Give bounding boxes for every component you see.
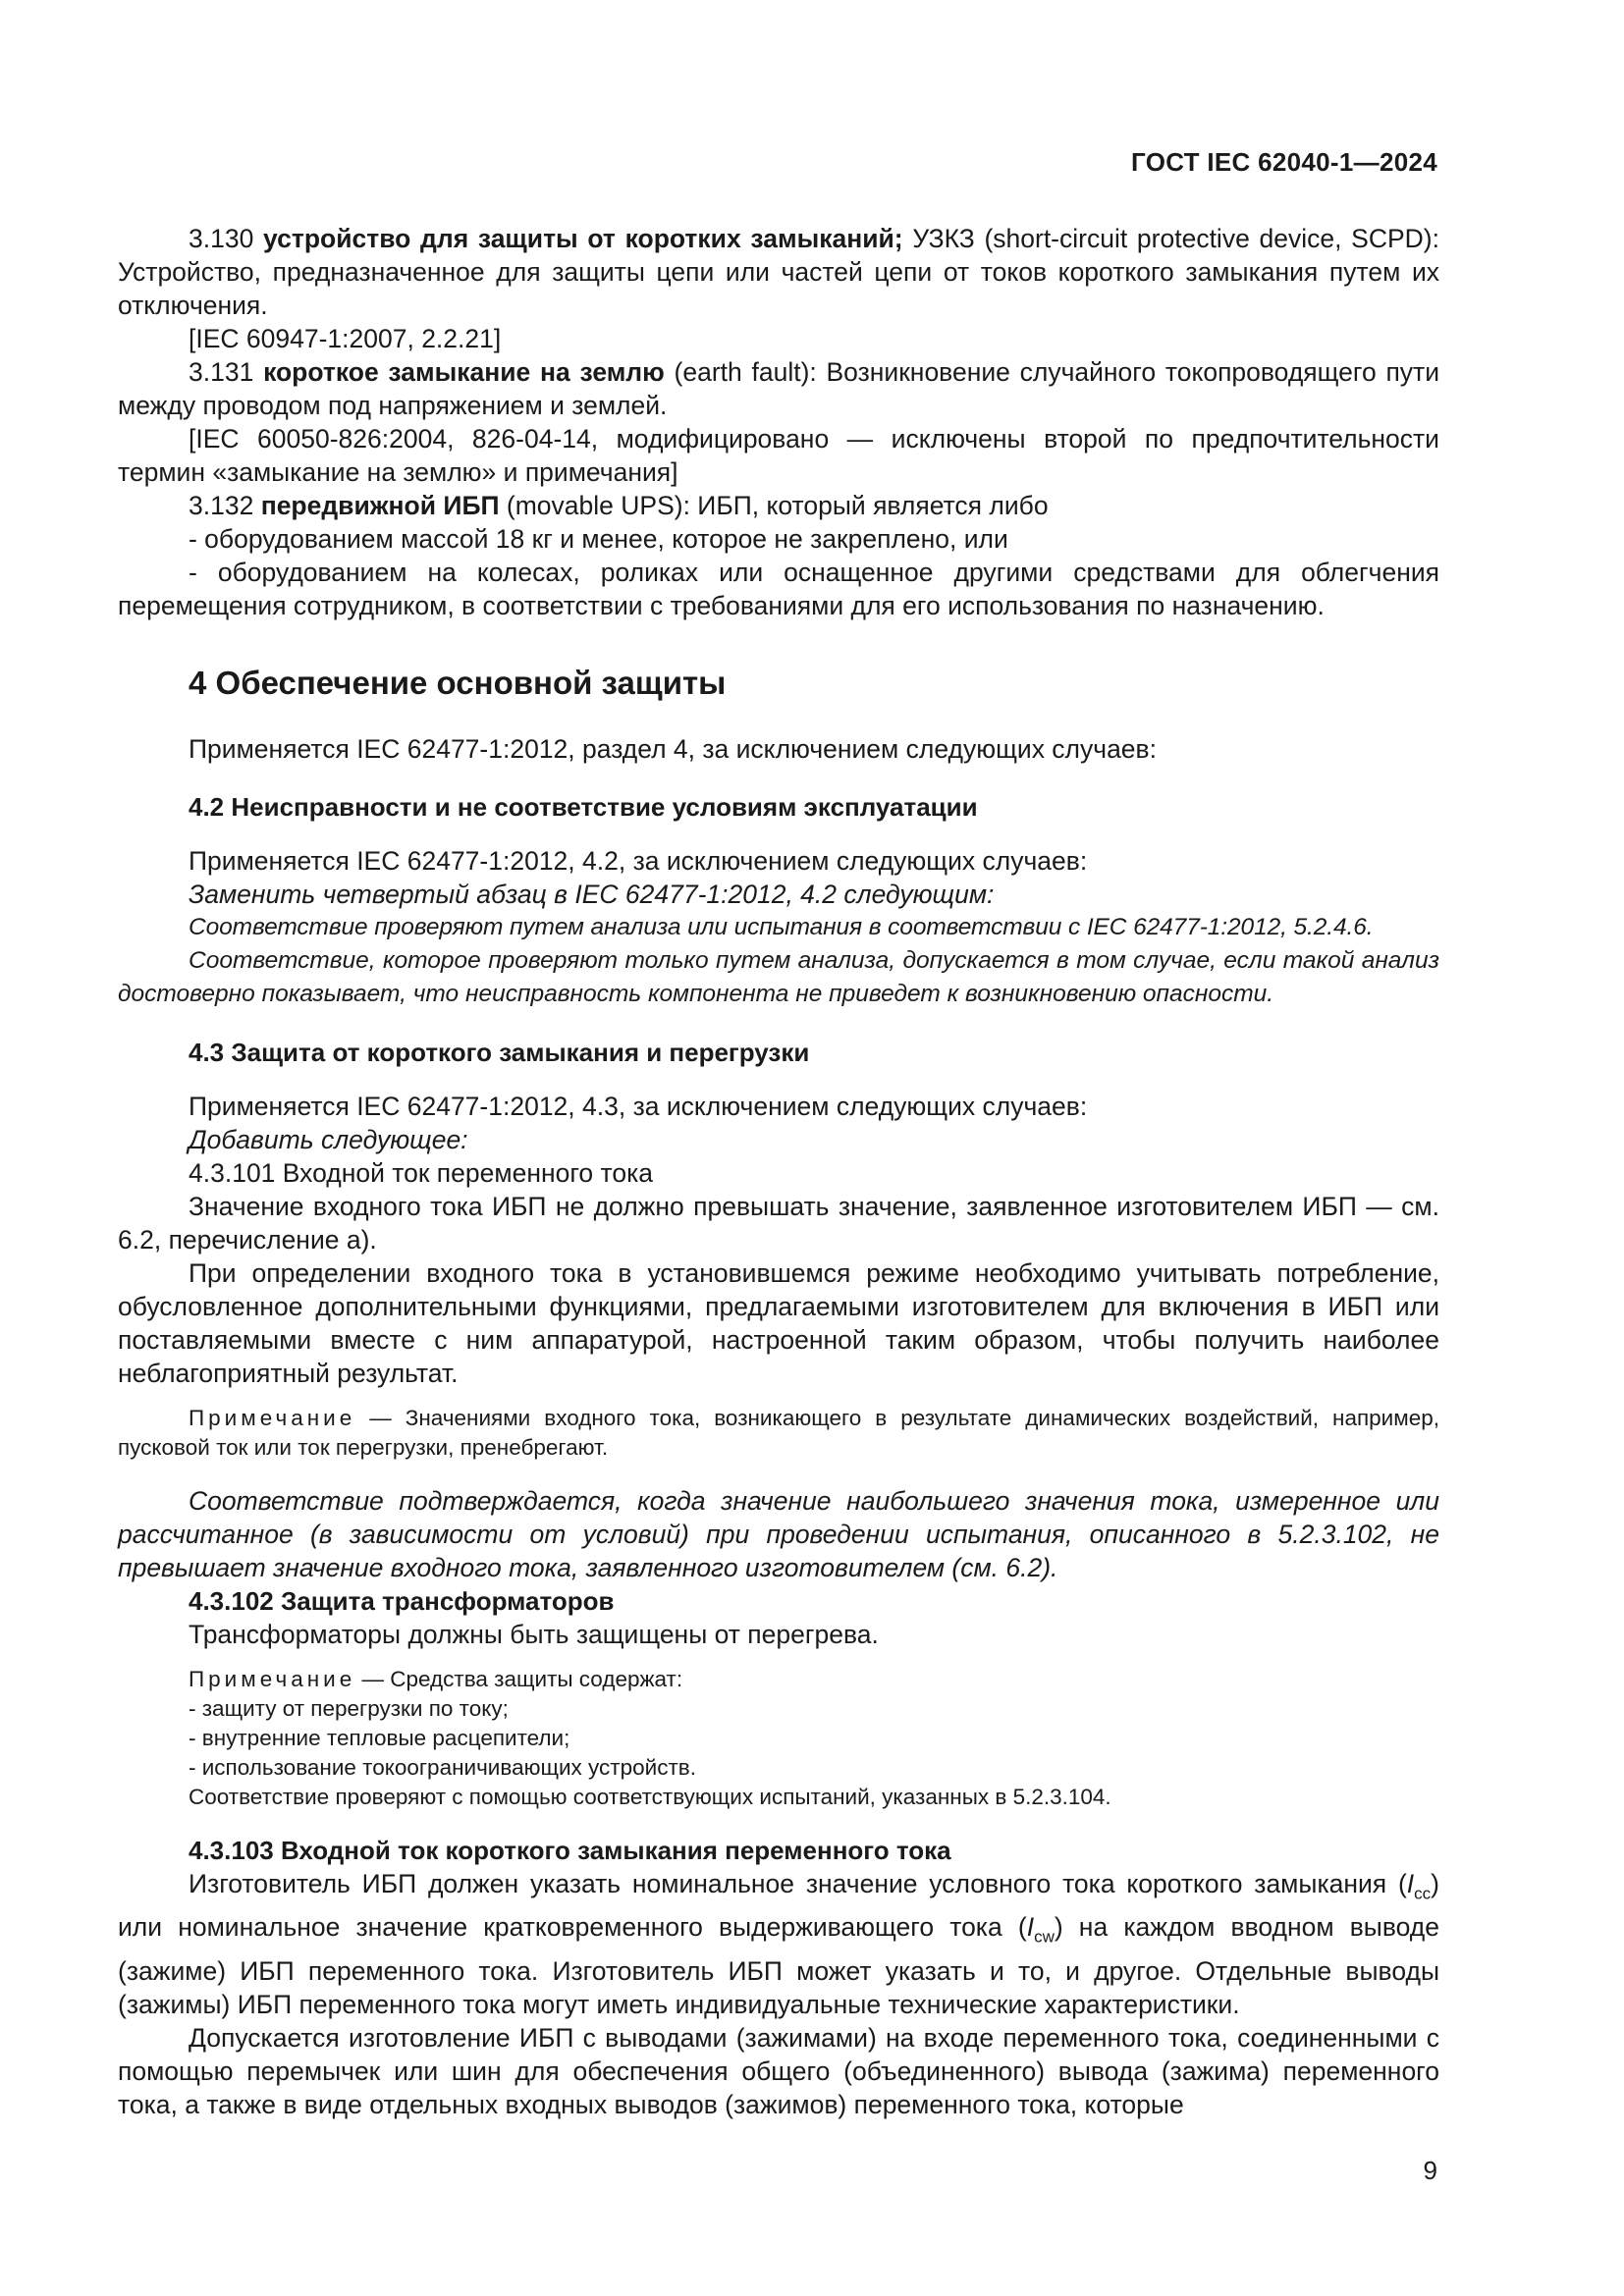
document-id-header: ГОСТ IEC 62040-1—2024 xyxy=(1131,147,1437,177)
instruction-text: Заменить четвертый абзац в IEC 62477-1:2012, 4.2 следующим: xyxy=(189,880,995,909)
subsection-heading-4-2: 4.2 Неисправности и не соответствие условиям эксплуатации xyxy=(189,792,978,822)
page-number: 9 xyxy=(1423,2156,1437,2185)
text-run: Изготовитель ИБП должен указать номинальное значение условного тока короткого замыкания ( xyxy=(189,1869,1407,1898)
subsection-heading-4-3: 4.3 Защита от короткого замыкания и перегрузки xyxy=(189,1038,810,1067)
symbol-icc: I xyxy=(1406,1869,1415,1898)
instruction-text: Добавить следующее: xyxy=(189,1125,468,1154)
compliance-text: Соответствие подтверждается, когда значение наибольшего значения тока, измеренное или рассчитанное (в зависимости от условий) при проведении испытания, описанного в 5.2.3.102, не превышает значение входного тока, заявленного изготовителем (см. 6.2). xyxy=(118,1486,1439,1582)
note-text: — Значениями входного тока, возникающего в результате динамических воздействий, например, пусковой ток или ток перегрузки, пренебрегают. xyxy=(118,1406,1439,1460)
section-heading-4: 4 Обеспечение основной защиты xyxy=(189,665,727,701)
text-run: ) или номинальное значение кратковременного выдерживающего тока ( xyxy=(118,1869,1439,1943)
clause-title: 4.3.101 Входной ток переменного тока xyxy=(189,1158,654,1188)
note-label: Примечание xyxy=(189,1406,356,1430)
note-block xyxy=(118,1665,1439,1812)
note-label: Примечание xyxy=(189,1667,356,1691)
note-text: — Средства защиты содержат: xyxy=(355,1667,683,1691)
definition-text: (movable UPS): ИБП, который является либо xyxy=(499,491,1049,520)
symbol-icw: I xyxy=(1026,1912,1035,1943)
paragraph: Трансформаторы должны быть защищены от перегрева. xyxy=(189,1620,879,1649)
note xyxy=(189,1665,1439,1694)
note xyxy=(118,1404,1439,1463)
source-reference: [IEC 60050-826:2004, 826-04-14, модифицировано — исключены второй по предпочтительности термин «замыкание на землю» и примечания] xyxy=(118,424,1439,487)
compliance-text: Соответствие проверяют путем анализа или испытания в соответствии с IEC 62477-1:2012, 5.2.4.6. xyxy=(189,914,1374,940)
clause-heading-4-3-103: 4.3.103 Входной ток короткого замыкания переменного тока xyxy=(189,1836,951,1865)
definition-text: УЗКЗ (short-circuit protective device, SCPD): Устройство, предназначенное для защиты цепи или частей цепи от токов короткого замыкания путем их отключения. xyxy=(118,224,1439,320)
definition-3-132 xyxy=(118,489,1439,522)
text-run: ) на каждом вводном выводе (зажиме) ИБП переменного тока. Изготовитель ИБП может указать и то, и другое. Отдельные выводы (зажимы) ИБП переменного тока могут иметь индивидуальные технические характеристики. xyxy=(118,1912,1439,2019)
clause-number: 3.130 xyxy=(189,224,264,253)
list-item: - оборудованием на колесах, роликах или оснащенное другими средствами для облегчения перемещения сотрудником, в соответствии с требованиями для его использования по назначению. xyxy=(118,558,1439,620)
defined-term: короткое замыкание на землю xyxy=(263,357,665,387)
clause-heading-4-3-102: 4.3.102 Защита трансформаторов xyxy=(189,1586,615,1616)
paragraph: Применяется IEC 62477-1:2012, 4.2, за исключением следующих случаев: xyxy=(189,846,1088,876)
symbol-subscript: cw xyxy=(1034,1927,1055,1947)
definition-3-130 xyxy=(118,222,1439,322)
defined-term: устройство для защиты от коротких замыканий; xyxy=(263,224,903,253)
page-body xyxy=(118,222,1439,2121)
paragraph: Допускается изготовление ИБП с выводами (зажимами) на входе переменного тока, соединенными с помощью перемычек или шин для обеспечения общего (объединенного) вывода (зажима) переменного тока, а также в виде отдельных входных выводов (зажимов) переменного тока, которые xyxy=(118,2022,1439,2119)
defined-term: передвижной ИБП xyxy=(260,491,500,520)
note-list-item: - внутренние тепловые расцепители; xyxy=(189,1726,570,1750)
compliance-text: Соответствие, которое проверяют только путем анализа, допускается в том случае, если такой анализ достоверно показывает, что неисправность компонента не приведет к возникновению опасности. xyxy=(118,947,1439,1007)
paragraph: Применяется IEC 62477-1:2012, 4.3, за исключением следующих случаев: xyxy=(189,1092,1088,1121)
note-list-item: - использование токоограничивающих устройств. xyxy=(189,1755,696,1780)
paragraph: Значение входного тока ИБП не должно превышать значение, заявленное изготовителем ИБП — см. 6.2, перечисление а). xyxy=(118,1192,1439,1255)
clause-number: 3.132 xyxy=(189,491,261,520)
clause-number: 3.131 xyxy=(189,357,264,387)
paragraph xyxy=(118,1867,1439,2021)
note-compliance: Соответствие проверяют с помощью соответствующих испытаний, указанных в 5.2.3.104. xyxy=(189,1785,1111,1809)
symbol-subscript: cc xyxy=(1414,1884,1432,1903)
note-list-item: - защиту от перегрузки по току; xyxy=(189,1696,509,1721)
section-intro: Применяется IEC 62477-1:2012, раздел 4, за исключением следующих случаев: xyxy=(189,734,1157,764)
source-reference: [IEC 60947-1:2007, 2.2.21] xyxy=(189,324,502,353)
paragraph: При определении входного тока в установившемся режиме необходимо учитывать потребление, обусловленное дополнительными функциями, предлагаемыми изготовителем для включения в ИБП или поставляемыми вместе с ним аппаратурой, настроенной таким образом, чтобы получить наиболее неблагоприятный результат. xyxy=(118,1258,1439,1388)
definition-text: (earth fault): Возникновение случайного токопроводящего пути между проводом под напряжением и землей. xyxy=(118,357,1439,420)
list-item: - оборудованием массой 18 кг и менее, которое не закреплено, или xyxy=(189,524,1008,554)
definition-3-131 xyxy=(118,355,1439,422)
